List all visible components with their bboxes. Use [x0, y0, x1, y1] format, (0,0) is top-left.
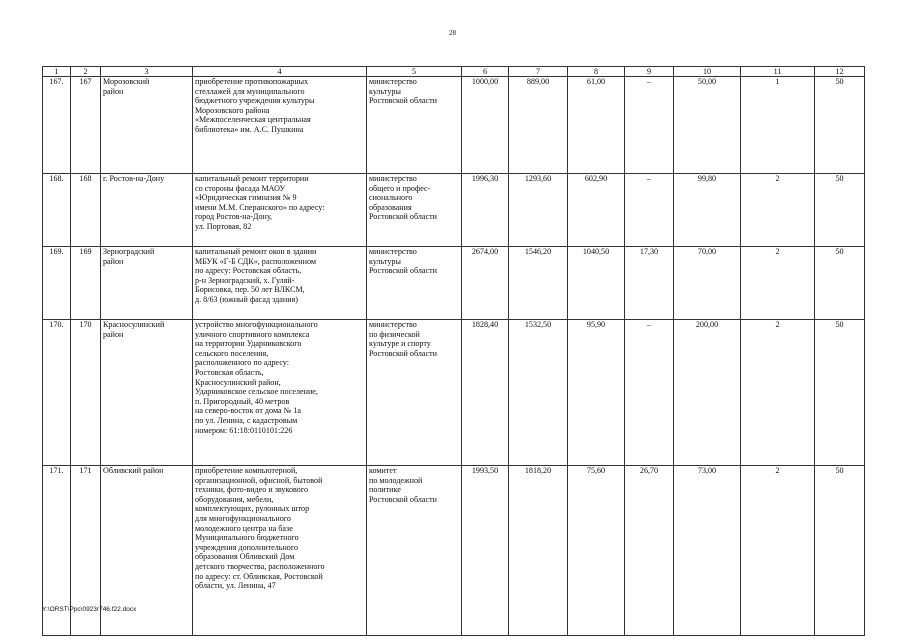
- item-number-cell: 170: [71, 320, 101, 466]
- row-number-cell: 170.: [43, 320, 71, 466]
- amount-cell: 99,80: [674, 174, 741, 247]
- data-table: [42, 66, 865, 636]
- district-cell: Обливский район: [101, 466, 193, 636]
- header-cell: 7: [509, 67, 568, 77]
- ministry-cell: министерство общего и профес- сионального образования Ростовской области: [367, 174, 462, 247]
- header-cell: 8: [568, 67, 625, 77]
- amount-cell: –: [625, 77, 674, 174]
- amount-cell: 70,00: [674, 247, 741, 320]
- total-cell: 1993,50: [462, 466, 509, 636]
- table-row: [43, 247, 865, 320]
- amount-cell: 1293,60: [509, 174, 568, 247]
- row-number-cell: 167.: [43, 77, 71, 174]
- header-cell: 9: [625, 67, 674, 77]
- header-cell: 4: [193, 67, 367, 77]
- ministry-cell: комитет по молодежной политике Ростовской области: [367, 466, 462, 636]
- header-cell: 11: [741, 67, 815, 77]
- description-cell: устройство многофункционального уличного спортивного комплекса на территории Ударниковского сельского поселения, расположенного по адресу: Ростовская область, Красносулинский район, Ударниковское сельское поселение, п. Пригородный, 40 метров на северо-восток от дома № 1а по ул. Ленина, с кадастровым номером: 61:18:0110101:226: [193, 320, 367, 466]
- amount-cell: 1546,20: [509, 247, 568, 320]
- ministry-cell: министерство по физической культуре и спорту Ростовской области: [367, 320, 462, 466]
- amount-cell: 889,00: [509, 77, 568, 174]
- amount-cell: 17,30: [625, 247, 674, 320]
- district-cell: Зерноградский район: [101, 247, 193, 320]
- ministry-cell: министерство культуры Ростовской области: [367, 247, 462, 320]
- total-cell: 1828,40: [462, 320, 509, 466]
- header-cell: 1: [43, 67, 71, 77]
- amount-cell: –: [625, 174, 674, 247]
- page-number: 28: [449, 29, 456, 37]
- total-cell: 1996,30: [462, 174, 509, 247]
- amount-cell: 602,90: [568, 174, 625, 247]
- header-row: [43, 67, 865, 77]
- ministry-cell: министерство культуры Ростовской области: [367, 77, 462, 174]
- amount-cell: 61,00: [568, 77, 625, 174]
- total-cell: 2674,00: [462, 247, 509, 320]
- amount-cell: 95,90: [568, 320, 625, 466]
- percent-cell: 50: [815, 77, 865, 174]
- table-row: [43, 320, 865, 466]
- item-number-cell: 168: [71, 174, 101, 247]
- description-cell: приобретение компьютерной, организационной, офисной, бытовой техники, фото-видео и звукового оборудования, мебели, комплектующих, рулонных штор для многофункционального молодежного центра на базе Муниципального бюджетного учреждения дополнительного образования Обливский Дом детского творчества, расположенного по адресу: ст. Обливская, Ростовской области, ул. Ленина, 47: [193, 466, 367, 636]
- header-cell: 6: [462, 67, 509, 77]
- amount-cell: 1040,50: [568, 247, 625, 320]
- description-cell: капитальный ремонт территории со стороны фасада МАОУ «Юридическая гимназия № 9 имени М.М. Сперанского» по адресу: город Ростов-на-Дону, ул. Портовая, 82: [193, 174, 367, 247]
- total-cell: 1000,00: [462, 77, 509, 174]
- description-cell: капитальный ремонт окон в здании МБУК «Г-Б СДК», расположенном по адресу: Ростовская область, р-н Зерноградский, х. Гуляй- Борисовка, пер. 50 лет ВЛКСМ, д. 8/63 (южный фасад здания): [193, 247, 367, 320]
- table-row: [43, 174, 865, 247]
- table-row: [43, 466, 865, 636]
- header-cell: 5: [367, 67, 462, 77]
- percent-cell: 50: [815, 247, 865, 320]
- amount-cell: 50,00: [674, 77, 741, 174]
- amount-cell: 200,00: [674, 320, 741, 466]
- district-cell: г. Ростов-на-Дону: [101, 174, 193, 247]
- amount-cell: 26,70: [625, 466, 674, 636]
- header-cell: 3: [101, 67, 193, 77]
- header-cell: 12: [815, 67, 865, 77]
- row-number-cell: 169.: [43, 247, 71, 320]
- amount-cell: 1532,50: [509, 320, 568, 466]
- item-number-cell: 167: [71, 77, 101, 174]
- count-cell: 2: [741, 320, 815, 466]
- district-cell: Красносулинский район: [101, 320, 193, 466]
- amount-cell: 73,00: [674, 466, 741, 636]
- amount-cell: –: [625, 320, 674, 466]
- row-number-cell: 171.: [43, 466, 71, 636]
- row-number-cell: 168.: [43, 174, 71, 247]
- amount-cell: 75,60: [568, 466, 625, 636]
- count-cell: 2: [741, 247, 815, 320]
- table-row: [43, 77, 865, 174]
- district-cell: Морозовский район: [101, 77, 193, 174]
- item-number-cell: 169: [71, 247, 101, 320]
- amount-cell: 1818,20: [509, 466, 568, 636]
- count-cell: 2: [741, 466, 815, 636]
- description-cell: приобретение противопожарных стеллажей для муниципального бюджетного учреждения культуры Морозовского района «Межпоселенческая центральная библиотека» им. А.С. Пушкина: [193, 77, 367, 174]
- header-cell: 2: [71, 67, 101, 77]
- percent-cell: 50: [815, 174, 865, 247]
- count-cell: 1: [741, 77, 815, 174]
- count-cell: 2: [741, 174, 815, 247]
- file-path-footer: Y:\ORST\Ppc\0923r746.f22.docx: [42, 606, 137, 613]
- percent-cell: 50: [815, 320, 865, 466]
- item-number-cell: 171: [71, 466, 101, 636]
- header-cell: 10: [674, 67, 741, 77]
- percent-cell: 50: [815, 466, 865, 636]
